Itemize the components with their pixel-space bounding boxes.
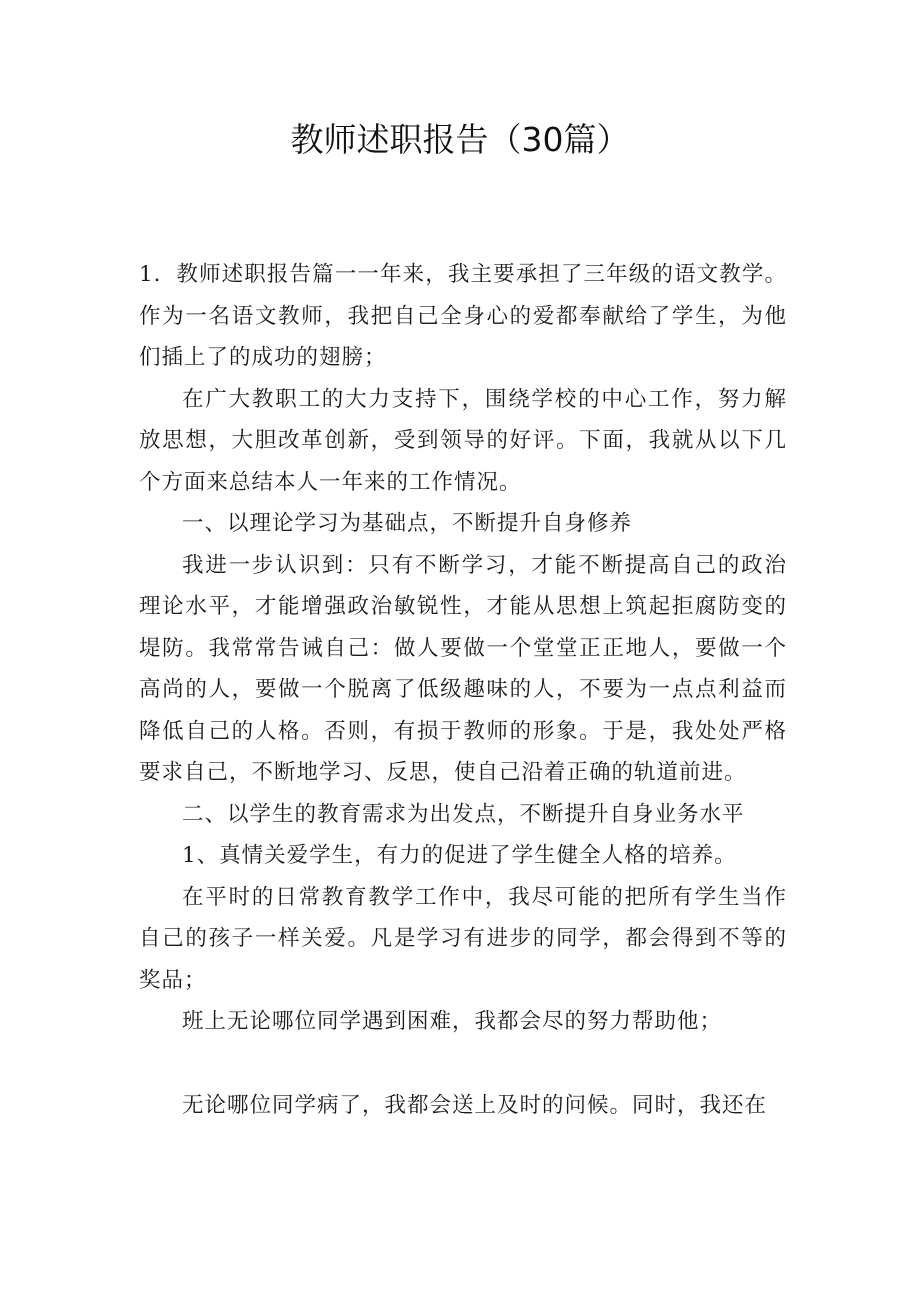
paragraph-care-students: 在平时的日常教育教学工作中，我尽可能的把所有学生当作自己的孩子一样关爱。凡是学习有进步的同学，都会得到不等的奖品； xyxy=(139,884,787,993)
paragraph-intro: 1．教师述职报告篇一一年来，我主要承担了三年级的语文教学。作为一名语文教师，我把自己全身心的爱都奉献给了学生，为他们插上了的成功的翅膀； xyxy=(139,262,787,370)
paragraph-theory-study: 我进一步认识到：只有不断学习，才能不断提高自己的政治理论水平，才能增强政治敏锐性，才能从思想上筑起拒腐防变的堤防。我常常告诫自己：做人要做一个堂堂正正地人，要做一个高尚的人，要做一个脱离了低级趣味的人，不要为一点点利益而降低自己的人格。否则，有损于教师的形象。于是，我处处严格要求自己，不断地学习、反思，使自己沿着正确的轨道前进。 xyxy=(139,552,787,785)
paragraph-help-students: 班上无论哪位同学遇到困难，我都会尽的努力帮助他； xyxy=(182,1009,723,1034)
section-heading-1: 一、以理论学习为基础点，不断提升自身修养 xyxy=(182,511,633,536)
paragraph-sick-students: 无论哪位同学病了，我都会送上及时的问候。同时，我还在 xyxy=(182,1092,768,1118)
subsection-heading-1: 1、真情关爱学生，有力的促进了学生健全人格的培养。 xyxy=(182,843,737,868)
section-heading-2: 二、以学生的教育需求为出发点，不断提升自身业务水平 xyxy=(182,801,745,827)
paragraph-overview: 在广大教职工的大力支持下，围绕学校的中心工作，努力解放思想，大胆改革创新，受到领导的好评。下面，我就从以下几个方面来总结本人一年来的工作情况。 xyxy=(139,386,787,495)
document-body xyxy=(139,254,787,1126)
page-title: 教师述职报告（30篇） xyxy=(290,120,630,159)
